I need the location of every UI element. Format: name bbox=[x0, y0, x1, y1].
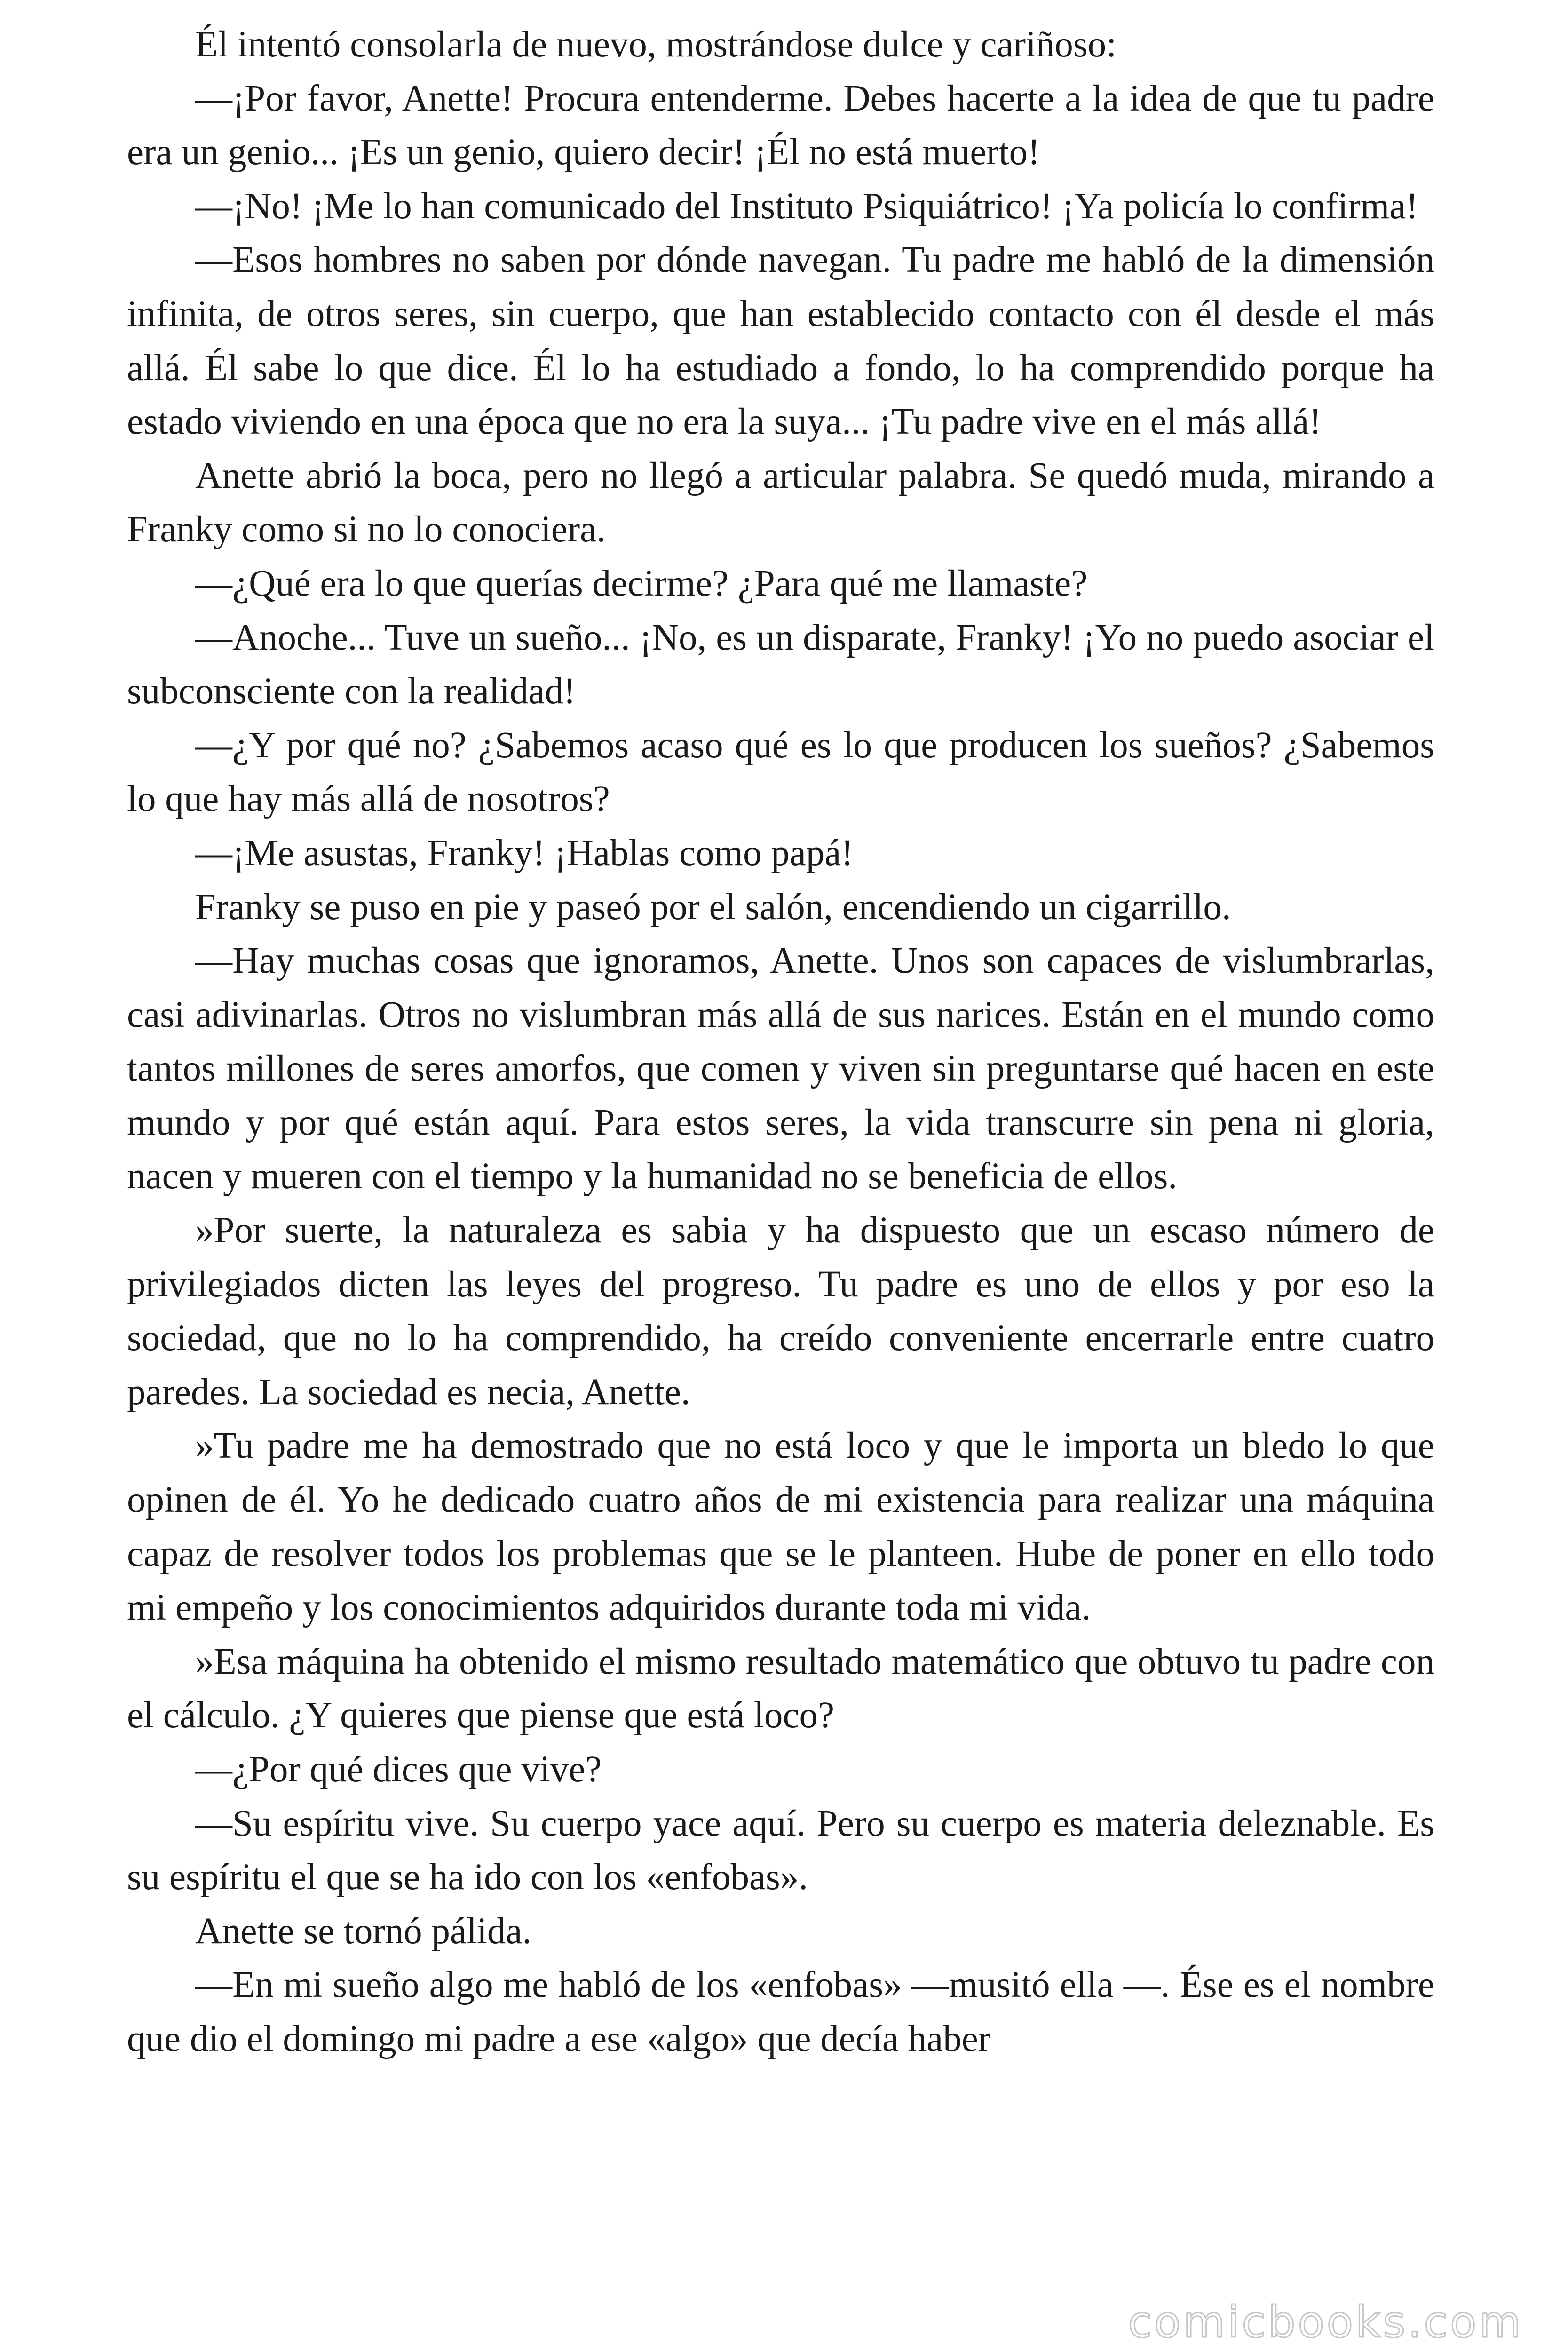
paragraph: —¿Qué era lo que querías decirme? ¿Para qué me llamaste? bbox=[195, 563, 1088, 604]
paragraph: Franky se puso en pie y paseó por el salón, encendiendo un cigarrillo. bbox=[195, 886, 1231, 928]
paragraph: »Esa máquina ha obtenido el mismo resultado matemático que obtuvo tu padre con el cálculo. ¿Y quieres que piense que está loco? bbox=[127, 1641, 1434, 1736]
paragraph: Anette abrió la boca, pero no llegó a articular palabra. Se quedó muda, mirando a Franky como si no lo conociera. bbox=[127, 455, 1434, 550]
paragraph: —Su espíritu vive. Su cuerpo yace aquí. Pero su cuerpo es materia deleznable. Es su espíritu el que se ha ido con los «enfobas». bbox=[127, 1803, 1434, 1898]
paragraph: Anette se tornó pálida. bbox=[195, 1910, 532, 1952]
paragraph: —En mi sueño algo me habló de los «enfobas» —musitó ella —. Ése es el nombre que dio el domingo mi padre a ese «algo» que decía haber bbox=[127, 1964, 1434, 2059]
body-text bbox=[127, 18, 1434, 2066]
paragraph: —¡Me asustas, Franky! ¡Hablas como papá! bbox=[195, 832, 854, 874]
paragraph: —¿Por qué dices que vive? bbox=[195, 1749, 602, 1790]
watermark-logo: comicbooks.com bbox=[1128, 2297, 1523, 2347]
paragraph: —¡Por favor, Anette! Procura entenderme. Debes hacerte a la idea de que tu padre era un genio... ¡Es un genio, quiero decir! ¡Él no está muerto! bbox=[127, 78, 1434, 173]
paragraph: —¡No! ¡Me lo han comunicado del Instituto Psiquiátrico! ¡Ya policía lo confirma! bbox=[195, 185, 1418, 227]
paragraph: »Tu padre me ha demostrado que no está loco y que le importa un bledo lo que opinen de él. Yo he dedicado cuatro años de mi existencia para realizar una máquina capaz de resolver todos los problemas que se le planteen. Hube de poner en ello todo mi empeño y los conocimientos adquiridos durante toda mi vida. bbox=[127, 1425, 1434, 1629]
paragraph: —Anoche... Tuve un sueño... ¡No, es un disparate, Franky! ¡Yo no puedo asociar el subconsciente con la realidad! bbox=[127, 617, 1434, 712]
paragraph: —Hay muchas cosas que ignoramos, Anette. Unos son capaces de vislumbrarlas, casi adivinarlas. Otros no vislumbran más allá de sus narices. Están en el mundo como tantos millones de seres amorfos, que comen y viven sin preguntarse qué hacen en este mundo y por qué están aquí. Para estos seres, la vida transcurre sin pena ni gloria, nacen y mueren con el tiempo y la humanidad no se beneficia de ellos. bbox=[127, 940, 1434, 1197]
paragraph: —Esos hombres no saben por dónde navegan. Tu padre me habló de la dimensión infinita, de otros seres, sin cuerpo, que han establecido contacto con él desde el más allá. Él sabe lo que dice. Él lo ha estudiado a fondo, lo ha comprendido porque ha estado viviendo en una época que no era la suya... ¡Tu padre vive en el más allá! bbox=[127, 239, 1434, 443]
paragraph: »Por suerte, la naturaleza es sabia y ha dispuesto que un escaso número de privilegiados dicten las leyes del progreso. Tu padre es uno de ellos y por eso la sociedad, que no lo ha comprendido, ha creído conveniente encerrarle entre cuatro paredes. La sociedad es necia, Anette. bbox=[127, 1210, 1434, 1413]
paragraph: Él intentó consolarla de nuevo, mostrándose dulce y cariñoso: bbox=[195, 24, 1117, 65]
paragraph: —¿Y por qué no? ¿Sabemos acaso qué es lo que producen los sueños? ¿Sabemos lo que hay más allá de nosotros? bbox=[127, 724, 1434, 820]
